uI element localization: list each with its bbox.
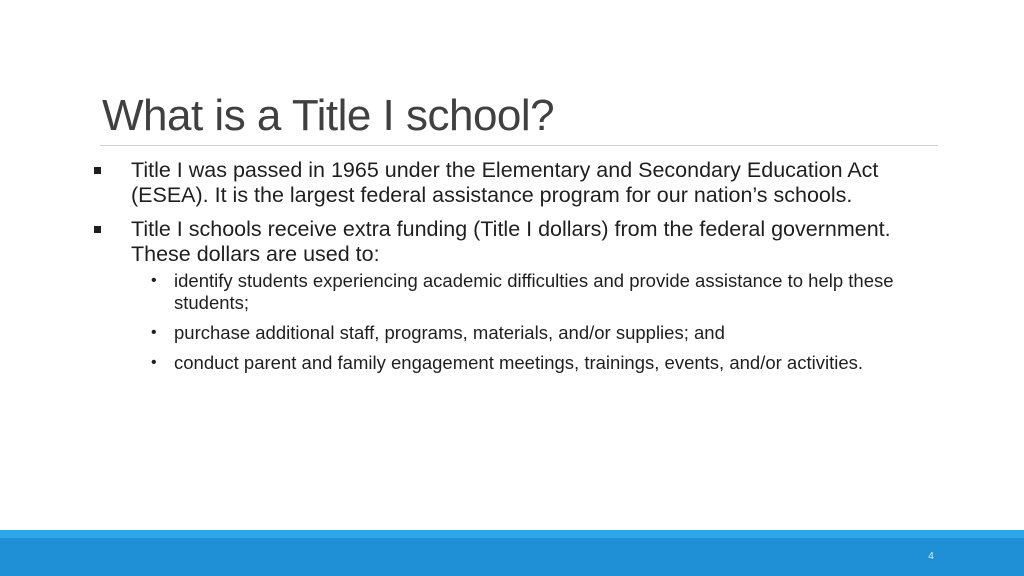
sub-bullet-item [131,270,904,314]
sub-bullet-text: identify students experiencing academic difficulties and provide assistance to help these students; [174,270,894,313]
bullet-item [90,217,930,374]
footer-accent-stripe [0,530,1024,538]
sub-bullet-text: conduct parent and family engagement meetings, trainings, events, and/or activities. [174,352,863,373]
square-bullet-icon [94,167,101,174]
title-divider [100,145,938,146]
slide-title: What is a Title I school? [102,91,555,140]
sub-bullet-list [131,270,930,374]
footer-bar [0,530,1024,576]
bullet-text: Title I schools receive extra funding (Title I dollars) from the federal government. These dollars are used to: [131,217,891,266]
slide-content [90,158,930,374]
bullet-item [90,158,930,208]
sub-bullet-item [131,352,904,374]
page-number: 4 [928,551,934,562]
bullet-text: Title I was passed in 1965 under the Elementary and Secondary Education Act (ESEA). It is the largest federal assistance program for our nation’s schools. [131,158,879,207]
round-bullet-icon: • [151,354,157,371]
square-bullet-icon [94,226,101,233]
sub-bullet-text: purchase additional staff, programs, materials, and/or supplies; and [174,322,725,343]
round-bullet-icon: • [151,324,157,341]
round-bullet-icon: • [151,272,157,289]
sub-bullet-item [131,322,904,344]
